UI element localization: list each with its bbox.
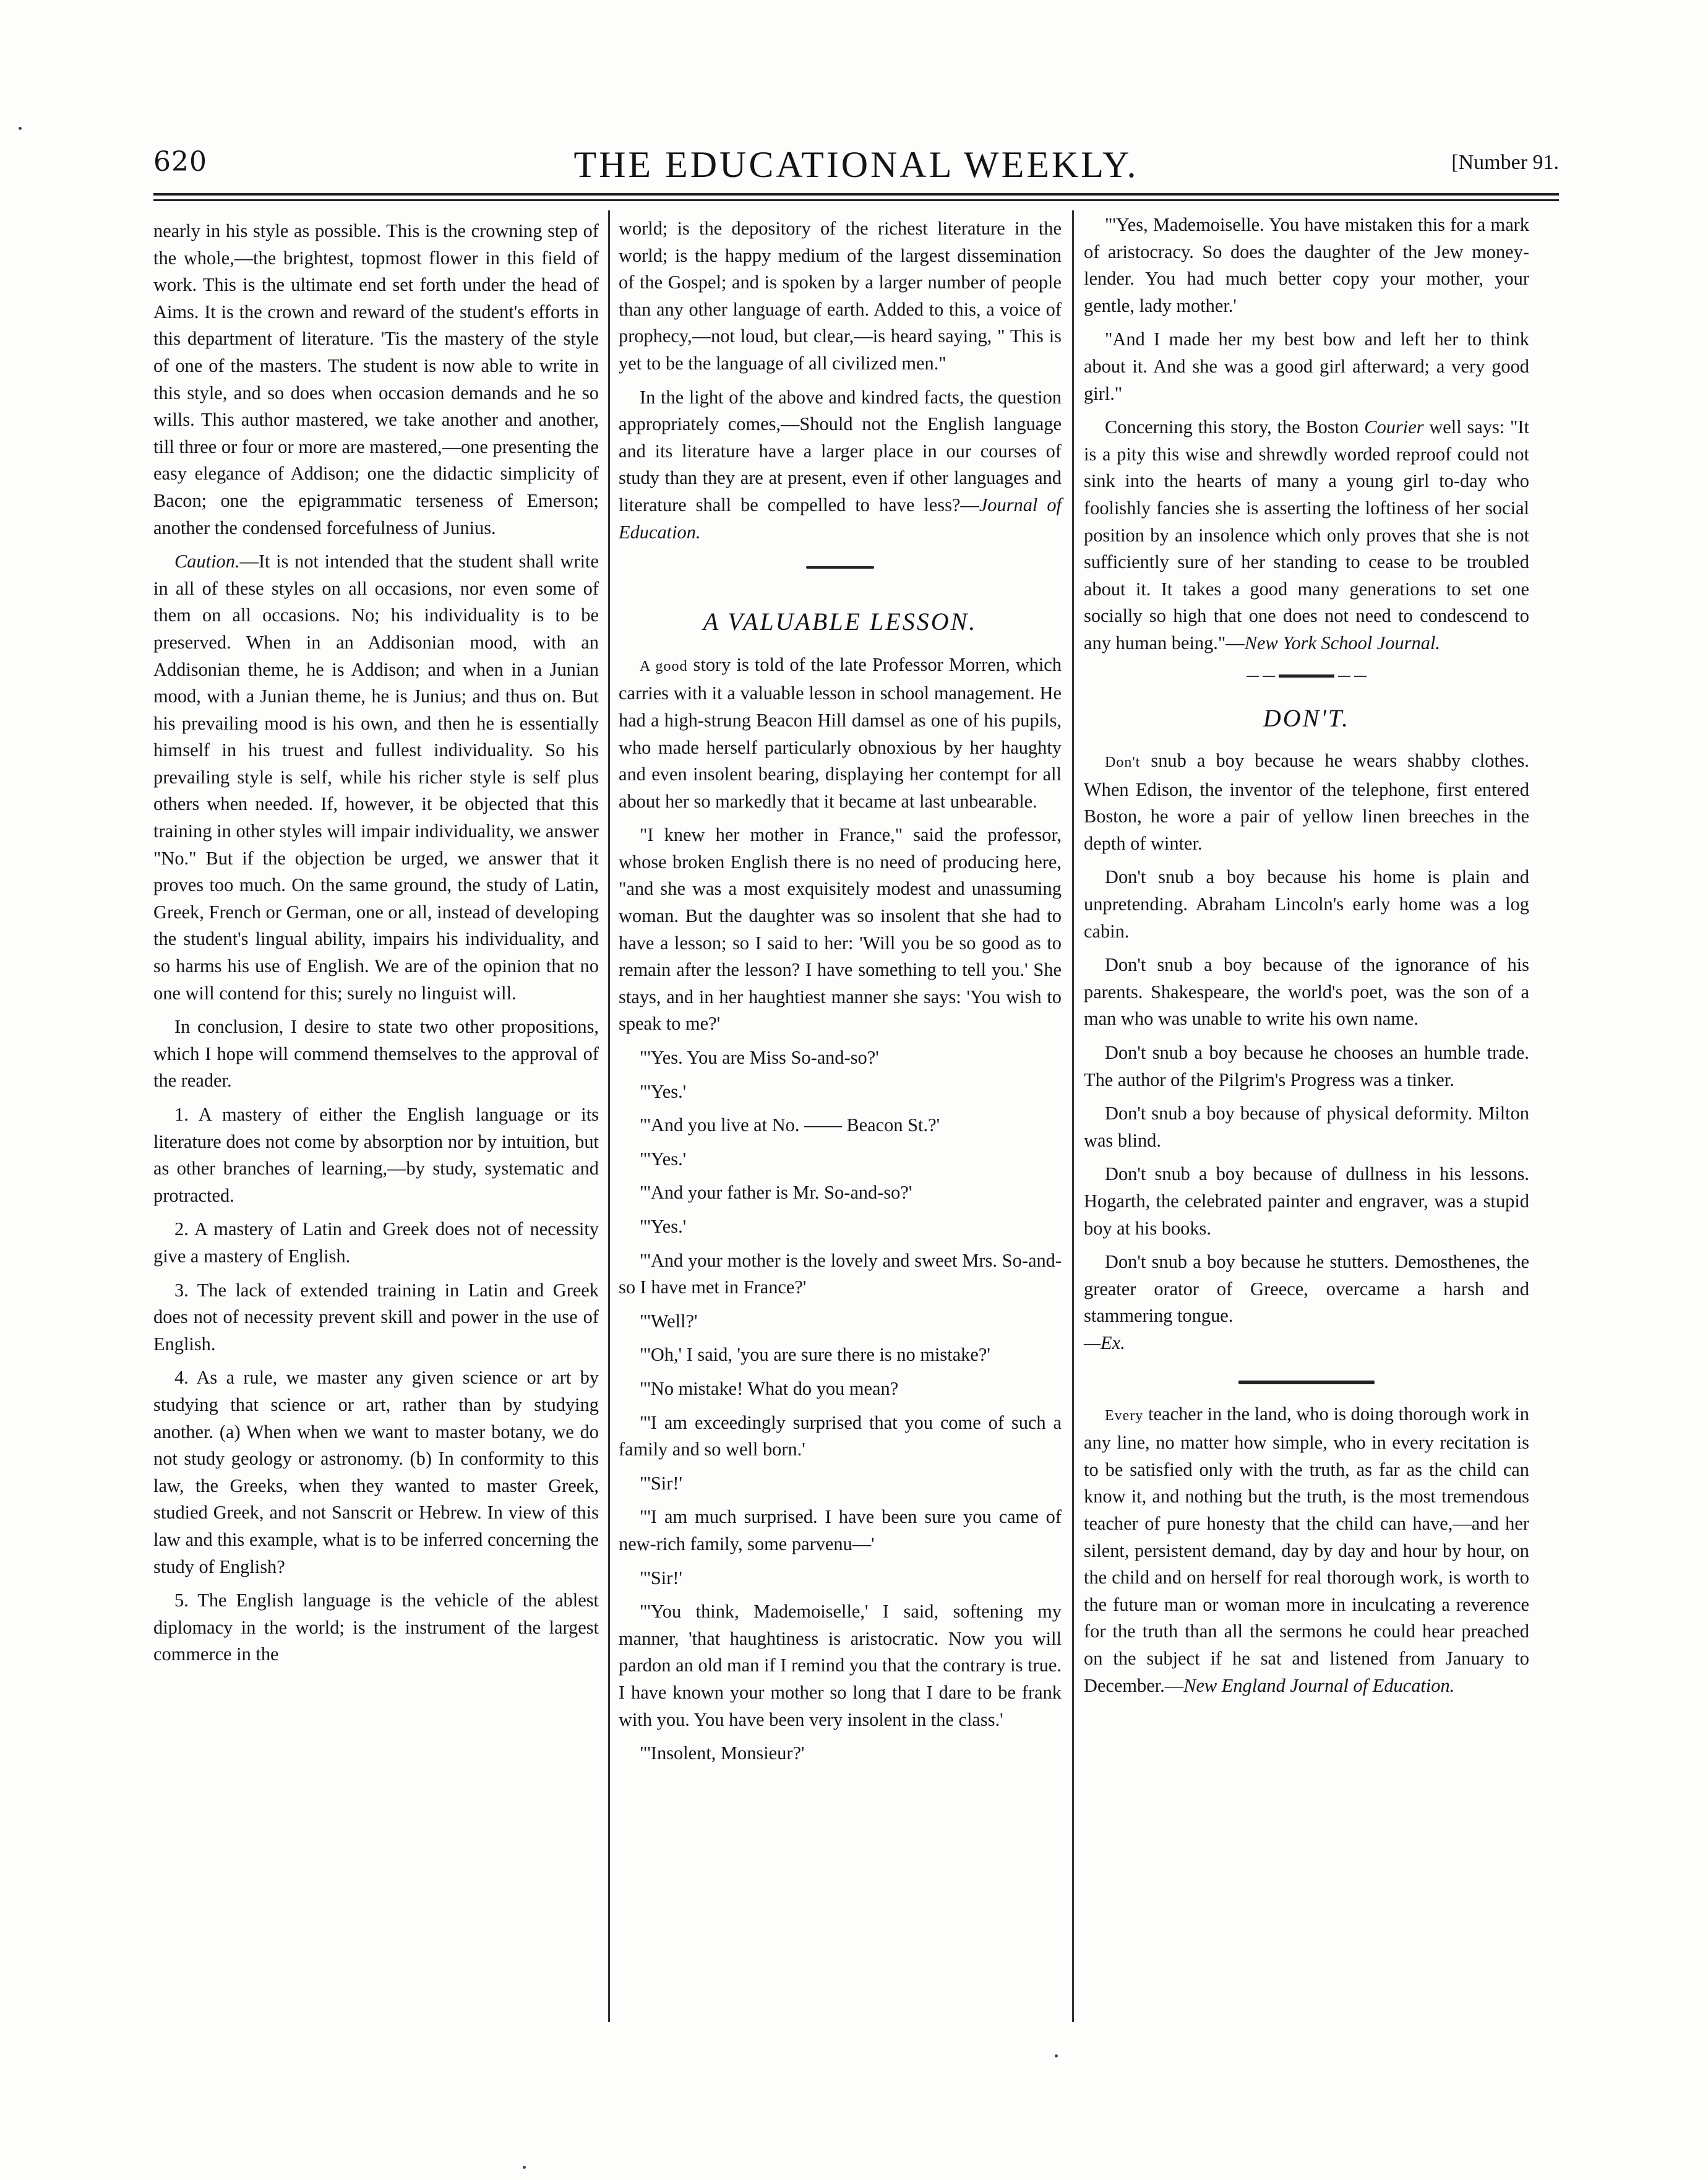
- lesson-text: story is told of the late Professor Morren, which carries with it a valuable lesson in school management. He had a high-strung Beacon Hill damsel as one of his pupils, who made herself particularly obnoxious by her haughty and even insolent bearing, displaying her contempt for all about her so markedly that it became at last unbearable.: [619, 653, 1062, 812]
- journal-title: THE EDUCATIONAL WEEKLY.: [573, 144, 1139, 185]
- dialogue-line: "'Yes. You are Miss So-and-so?': [640, 1047, 879, 1069]
- dialogue-line: "'Yes.': [640, 1216, 687, 1237]
- commentary-source: New York School Journal.: [1244, 632, 1440, 653]
- lesson-paragraph: [619, 652, 1062, 816]
- dialogue-line: "'I am much surprised. I have been sure you came of new-rich family, some parvenu—': [619, 1506, 1062, 1554]
- dialogue-line: "'And your father is Mr. So-and-so?': [640, 1182, 912, 1204]
- proposition-1: 1. A mastery of either the English language or its literature does not come by absorption nor by intuition, but as other branches of learning,—by study, systematic and protracted.: [153, 1104, 599, 1206]
- proposition-3: 3. The lack of extended training in Latin and Greek does not of necessity prevent skill and power in the use of English.: [153, 1279, 599, 1355]
- courier-name: Courier: [1364, 416, 1424, 438]
- separator-bar: [1238, 1381, 1375, 1384]
- dialogue-line: "'Yes.': [640, 1148, 687, 1170]
- proposition-2: 2. A mastery of Latin and Greek does not of necessity give a mastery of English.: [153, 1218, 599, 1267]
- column-left: [153, 218, 599, 1675]
- dialogue-line: "'Insolent, Monsieur?': [640, 1743, 805, 1764]
- dont-paragraph: Don't snub a boy because of the ignorance of his parents. Shakespeare, the world's poet, was the son of a man who was unable to write his own name.: [1084, 954, 1529, 1030]
- essay-paragraph-cont: world; is the depository of the richest literature in the world; is the happy medium of the largest dissemination of the Gospel; and is spoken by a larger number of people than any other language of earth. Added to this, a voice of prophecy,—not loud, but clear,—is heard saying, " This is yet to be the language of all civilized men.": [619, 218, 1062, 374]
- essay-source: Journal of Education.: [619, 494, 1062, 543]
- page-number: 620: [153, 146, 207, 178]
- separator-bar: [1279, 674, 1334, 678]
- proposition-4: 4. As a rule, we master any given science or art by studying that science or art, rather than by studying another. (a) When when we want to master botany, we do not study geology or astronomy. (b) In conformity to this law, the Greeks, when they wanted to master Greek, studied Greek, and not Sanscrit or Hebrew. In view of this law and this example, what is to be inferred concerning the study of English?: [153, 1367, 599, 1577]
- header-rule-top: [153, 193, 1559, 196]
- lesson-lead: A good: [640, 658, 688, 674]
- dialogue-line: "'Sir!': [640, 1472, 682, 1494]
- masthead: [153, 144, 1559, 187]
- dialogue-line: "'Yes, Mademoiselle. You have mistaken this for a mark of aristocracy. So does the daughter of the Jew money-lender. You had much better copy your mother, your gentle, lady mother.': [1084, 214, 1529, 316]
- print-speck: [1055, 2054, 1058, 2057]
- dialogue-line: "'And your mother is the lovely and sweet Mrs. So-and-so I have met in France?': [619, 1249, 1062, 1298]
- dialogue-line: "'And you live at No. —— Beacon St.?': [640, 1114, 940, 1136]
- essay-closing-text: In the light of the above and kindred facts, the question appropriately comes,—Should not the English language and its literature have a larger place in our courses of study than they are at present, even if other languages and literature shall be compelled to have less?—: [619, 386, 1062, 515]
- dialogue-line: "'Oh,' I said, 'you are sure there is no mistake?': [640, 1344, 990, 1366]
- dont-source: —Ex.: [1084, 1332, 1125, 1353]
- dont-paragraph: Don't snub a boy because of dullness in his lessons. Hogarth, the celebrated painter and engraver, was a stupid boy at his books.: [1084, 1163, 1529, 1239]
- column-divider-left: [608, 210, 610, 2022]
- dialogue-line: "'I am exceedingly surprised that you come of such a family and so well born.': [619, 1411, 1062, 1460]
- teacher-text: teacher in the land, who is doing thorough work in any line, no matter how simple, who in every recitation is to be satisfied only with the truth, as far as the child can know it, and nothing but the truth, is the most tremendous teacher of pure honesty that the child can have,—and her silent, persistent demand, day by day and hour by hour, on the child and on herself for real thorough work, is worth to the future man or woman more in inculcating a reverence for the truth than all the sermons he could hear preached on the subject if he sat and listened from January to December.—: [1084, 1403, 1529, 1696]
- dialogue-line: "'Yes.': [640, 1080, 687, 1102]
- dont-text: Don't snub a boy because he stutters. Demosthenes, the greater orator of Greece, overcame a harsh and stammering tongue.: [1084, 1251, 1529, 1327]
- dont-paragraph: Don't snub a boy because his home is plain and unpretending. Abraham Lincoln's early home was a log cabin.: [1084, 866, 1529, 942]
- print-speck: [19, 127, 22, 130]
- dont-text: snub a boy because he wears shabby clothes. When Edison, the inventor of the telephone, first entered Boston, he wore a pair of yellow linen breeches in the depth of winter.: [1084, 750, 1529, 854]
- caution-text: —It is not intended that the student shall write in all of these styles on all occasions, nor even some of them on all occasions. No; his individuality is to be preserved. When in an Addisonian mood, with an Addisonian theme, he is Addison; and when in a Junian mood, with a Junian theme, he is Junius; and thus on. But his prevailing mood is his own, and then he is essentially himself in his truest and fullest individuality. So his prevailing style is self, while his richer style is self plus others when needed. If, however, it be objected that this training in other styles will impair individuality, we answer "No." But if the objection be urged, we answer that it proves too much. On the same ground, the study of Latin, Greek, French or German, one or all, instead of developing the student's lingual ability, impairs his individuality, and so harms his use of English. We are of the opinion that no one will contend for this; surely no linguist will.: [153, 551, 599, 1004]
- print-speck: [523, 2166, 526, 2169]
- section-separator: [1084, 1364, 1529, 1401]
- section-separator: [1084, 664, 1529, 689]
- dialogue-line: "'Sir!': [640, 1567, 682, 1588]
- dont-paragraph: Don't snub a boy because of physical deformity. Milton was blind.: [1084, 1103, 1529, 1151]
- dialogue-line: "And I made her my best bow and left her to think about it. And she was a good girl afterward; a very good girl.": [1084, 329, 1529, 404]
- separator-bar: [806, 566, 874, 569]
- section-separator: [619, 553, 1062, 582]
- caution-label: Caution.: [174, 551, 240, 572]
- dont-paragraph: [1084, 747, 1529, 857]
- essay-paragraph: nearly in his style as possible. This is the crowning step of the whole,—the brightest, topmost flower in this field of work. This is the ultimate end set forth under the head of Aims. It is the crown and reward of the student's efforts in this department of literature. 'Tis the mastery of the style of one of the masters. The student is now able to write in this style, and so does when occasion demands and he so wills. This author mastered, we take another and another, till three or four or more are mastered,—one presenting the easy elegance of Addison; one the didactic simplicity of Bacon; one the epigrammatic terseness of Emerson; another the condensed forcefulness of Junius.: [153, 220, 599, 538]
- column-middle: [619, 215, 1062, 1774]
- separator-dash: [1263, 676, 1275, 677]
- dont-paragraph: Don't snub a boy because he chooses an humble trade. The author of the Pilgrim's Progress was a tinker.: [1084, 1042, 1529, 1090]
- dialogue-line: "'Well?': [640, 1310, 698, 1332]
- commentary-text-cont: well says: "It is a pity this wise and shrewdly worded reproof could not sink into the hearts of many a young girl to-day who foolishly fancies she is asserting the loftiness of her social position by an insolence which only proves that she is not sufficiently sure of her standing to cease to be troubled about it. It takes a good many generations to set one socially so high that one does not need to condescend to any human being."—: [1084, 416, 1529, 653]
- dialogue-line: "'You think, Mademoiselle,' I said, softening my manner, 'that haughtiness is aristocratic. Now you will pardon an old man if I remind you that the contrary is true. I have known your mother so long that I dare to be frank with you. You have been very insolent in the class.': [619, 1601, 1062, 1730]
- issue-number: [Number 91.: [1451, 151, 1559, 174]
- dialogue-line: "'No mistake! What do you mean?: [640, 1377, 899, 1399]
- teacher-source: New England Journal of Education.: [1183, 1674, 1455, 1696]
- dont-title: DON'T.: [1263, 704, 1350, 732]
- conclusion-paragraph: In conclusion, I desire to state two other propositions, which I hope will commend themselves to the approval of the reader.: [153, 1016, 599, 1092]
- separator-dash: [1247, 676, 1259, 677]
- separator-dash: [1338, 676, 1350, 677]
- caution-paragraph: [153, 548, 599, 1007]
- essay-closing-paragraph: [619, 384, 1062, 546]
- lesson-title: A VALUABLE LESSON.: [703, 608, 977, 636]
- dont-lead: Don't: [1105, 754, 1141, 771]
- teacher-paragraph: [1084, 1401, 1529, 1700]
- commentary-text: Concerning this story, the Boston: [1105, 416, 1365, 438]
- proposition-5: 5. The English language is the vehicle of the ablest diplomacy in the world; is the instrument of the largest commerce in the: [153, 1590, 599, 1665]
- dont-paragraph: [1084, 1249, 1529, 1356]
- commentary-paragraph: [1084, 414, 1529, 657]
- column-divider-right: [1072, 210, 1074, 2022]
- teacher-lead: Every: [1105, 1407, 1144, 1424]
- separator-dash: [1354, 676, 1367, 677]
- dialogue-line: "I knew her mother in France," said the professor, whose broken English there is no need of producing here, "and she was a most exquisitely modest and unassuming woman. But the daughter was so insolent that she had to have a lesson; so I said to her: 'Will you be so good as to remain after the lesson? I have something to tell you.' She stays, and in her haughtiest manner she says: 'You wish to speak to me?': [619, 824, 1062, 1035]
- header-rule-bottom: [153, 199, 1559, 201]
- column-right: [1084, 212, 1529, 1706]
